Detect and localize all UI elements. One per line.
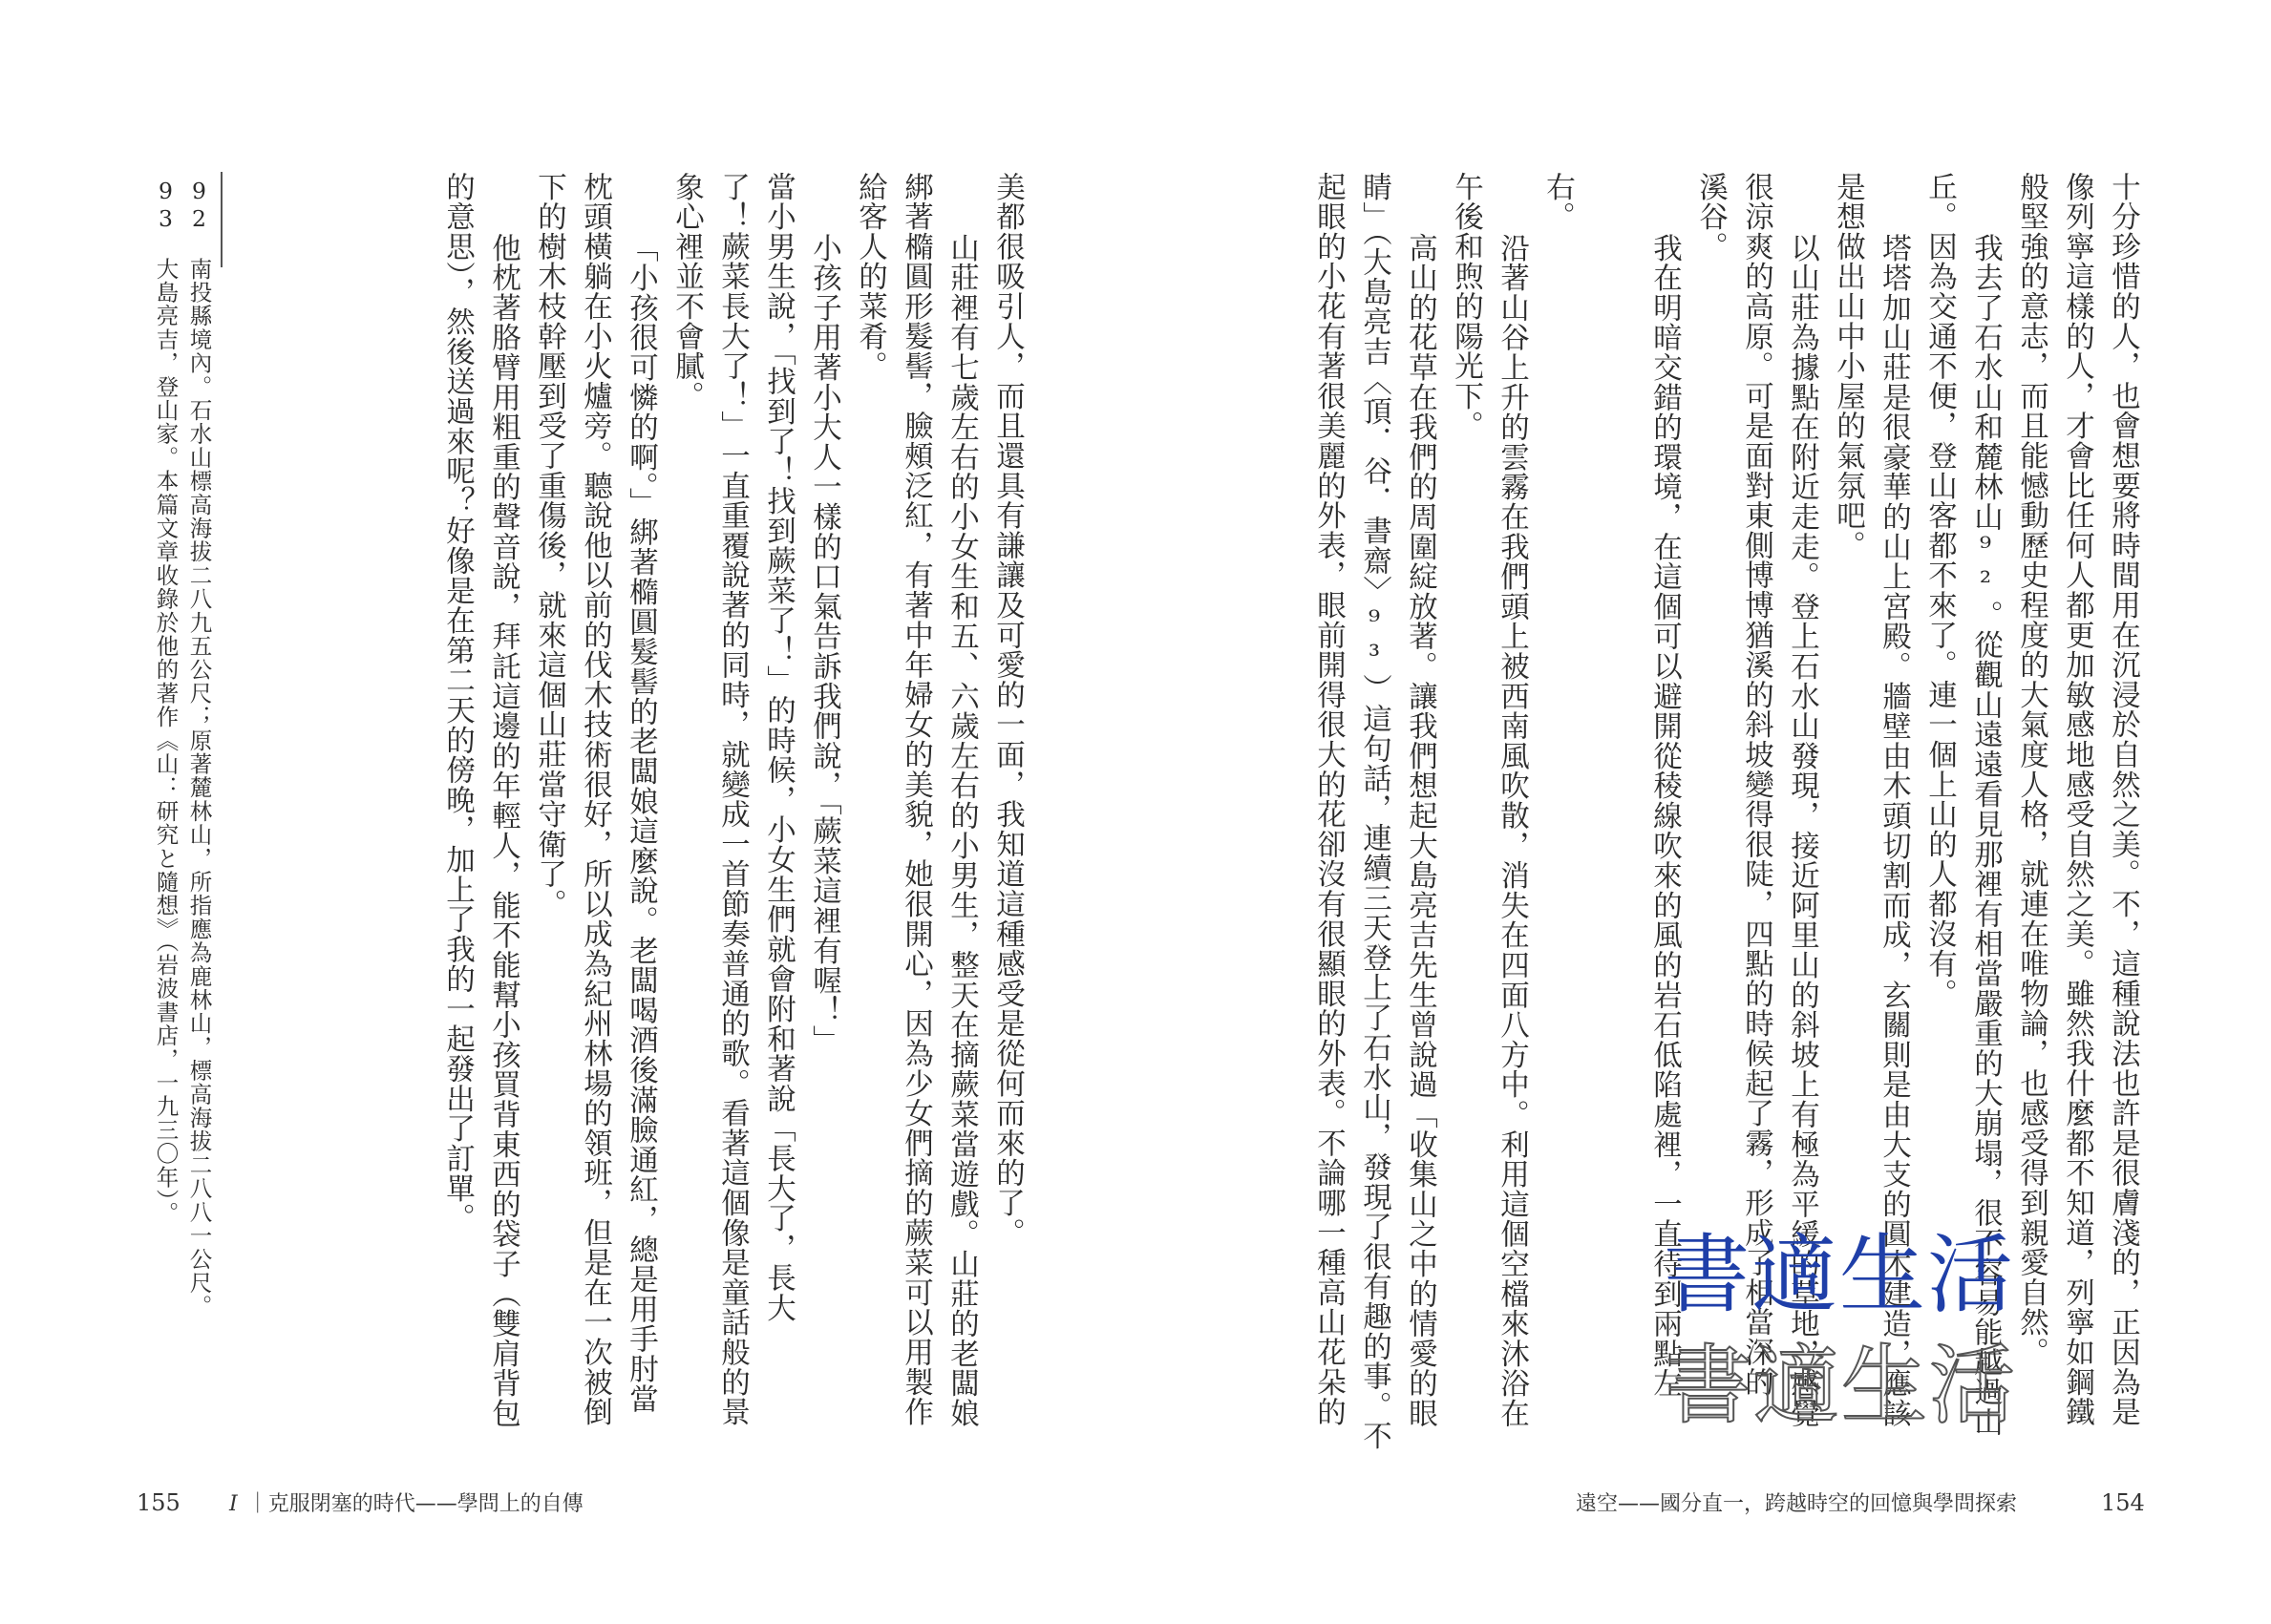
left-text-column-3: 綁著橢圓形髮髻，臉頰泛紅，有著中年婦女的美貌，她很開心，因為少女們摘的蕨菜可以用製作 (899, 172, 933, 1427)
left-text-column-13: 的意思），然後送過來呢？好像是在第二天的傍晚，加上了我的一起發出了訂單。 (440, 172, 475, 1234)
right-text-column-12: 右。 (1540, 172, 1575, 232)
left-text-column-5: 小孩子用著小大人一樣的口氣告訴我們說，「蕨菜這裡有喔！」 (807, 233, 841, 1056)
footnote-rule (221, 172, 223, 267)
right-running-head: 遠空——國分直一，跨越時空的回憶與學問探索 (1576, 1492, 2018, 1516)
footnote-93: 93 大島亮吉，登山家。本篇文章收錄於他的著作《山：研究と隨想》（岩波書店，一九三〇年）。 (152, 178, 180, 1225)
right-text-column-13: 沿著山谷上升的雲霧在我們頭上被西南風吹散，消失在四面八方中。利用這個空檔來沐浴在 (1495, 233, 1529, 1428)
left-text-column-10: 枕頭橫躺在小火爐旁。聽說他以前的伐木技術很好，所以成為紀州林場的領班，但是在一次被倒 (578, 172, 612, 1427)
right-text-column-10: 溪谷。 (1693, 172, 1728, 262)
left-text-column-1: 美都很吸引人，而且還具有謙讓及可愛的一面，我知道這種感受是從何而來的了。 (990, 172, 1025, 1248)
right-text-column-14: 午後和煦的陽光下。 (1449, 172, 1483, 441)
left-running-head-title: ｜克服閉塞的時代——學問上的自傳 (246, 1492, 584, 1516)
right-page-number: 154 (2101, 1489, 2145, 1516)
right-text-column-15: 高山的花草在我們的周圍綻放著。讓我們想起大島亮吉先生曾說過「收集山之中的情愛的眼 (1403, 233, 1437, 1428)
left-text-column-11: 下的樹木枝幹壓到受了重傷後，就來這個山莊當守衛了。 (532, 172, 566, 919)
right-text-column-11: 我在明暗交錯的環境，在這個可以避開從稜線吹來的風的岩石低陷處裡，一直待到兩點左 (1647, 233, 1682, 1399)
right-text-column-16: 睛」（大島亮吉〈頂．谷．書齋〉⁹³）這句話，連續三天登上了石水山，發現了很有趣的事。不 (1357, 172, 1391, 1451)
right-text-column-5: 丘。因為交通不便，登山客都不來了。連一個上山的人都沒有。 (1922, 172, 1957, 1009)
right-text-column-2: 像列寧這樣的人，才會比任何人都更加敏感地感受自然之美。雖然我什麼都不知道，列寧如鋼鐵 (2060, 172, 2094, 1427)
left-text-column-2: 山莊裡有七歲左右的小女生和五、六歲左右的小男生，整天在摘蕨菜當遊戲。山莊的老闆娘 (944, 233, 979, 1428)
right-text-column-9: 很涼爽的高原。可是面對東側博博猶溪的斜坡變得很陡，四點的時候起了霧，形成了相當深的 (1739, 172, 1773, 1398)
watermark-blue: 書適生活 (1664, 1225, 2015, 1325)
watermark-outline: 書適生活 (1666, 1336, 2017, 1436)
left-text-column-4: 給客人的菜肴。 (853, 172, 887, 382)
left-text-column-7: 了！蕨菜長大了！」一直重覆說著的同時，就變成一首節奏普通的歌。看著這個像是童話般的景 (715, 172, 750, 1427)
left-text-column-9: 「小孩很可憐的啊。」綁著橢圓髮髻的老闆娘這麼說。老闆喝酒後滿臉通紅，總是用手肘當 (624, 233, 658, 1414)
left-text-column-6: 當小男生說，「找到了！找到蕨菜了！」的時候，小女生們就會附和著說「長大了，長大 (761, 172, 796, 1323)
left-text-column-8: 象心裡並不會膩。 (669, 172, 704, 411)
right-text-column-4: 我去了石水山和麓林山⁹²。從觀山遠遠看見那裡有相當嚴重的大崩塌，很不容易能越過山 (1968, 233, 2003, 1437)
left-page-number: 155 (137, 1489, 180, 1516)
left-text-column-12: 他枕著胳臂用粗重的聲音說，拜託這邊的年輕人，能不能幫小孩買背東西的袋子（雙肩背包 (486, 233, 520, 1428)
right-text-column-8: 以山莊為據點在附近走走。登上石水山發現，接近阿里山的斜坡上有極為平緩的草地，感覺 (1785, 233, 1819, 1428)
footnote-92: 92 南投縣境內。石水山標高海拔二八九五公尺；原著麓林山，所指應為鹿林山，標高海拔二八八一公尺。 (185, 178, 213, 1318)
right-text-column-3: 般堅強的意志，而且能憾動歷史程度的大氣度人格，就連在唯物論，也感受得到親愛自然。 (2014, 172, 2048, 1367)
right-text-column-6: 塔塔加山莊是很豪華的山上宮殿。牆壁由木頭切割而成，玄關則是由大支的圓木建造，應該 (1877, 233, 1911, 1428)
right-text-column-7: 是想做出山中小屋的氣氛吧。 (1831, 172, 1865, 560)
right-text-column-1: 十分珍惜的人，也會想要將時間用在沉浸於自然之美。不，這種說法也許是很膚淺的，正因為是 (2106, 172, 2140, 1427)
part-number: I (229, 1492, 238, 1516)
right-text-column-17: 起眼的小花有著很美麗的外表，眼前開得很大的花卻沒有很顯眼的外表。不論哪一種高山花朵的 (1311, 172, 1346, 1427)
left-running-head (229, 1487, 584, 1517)
